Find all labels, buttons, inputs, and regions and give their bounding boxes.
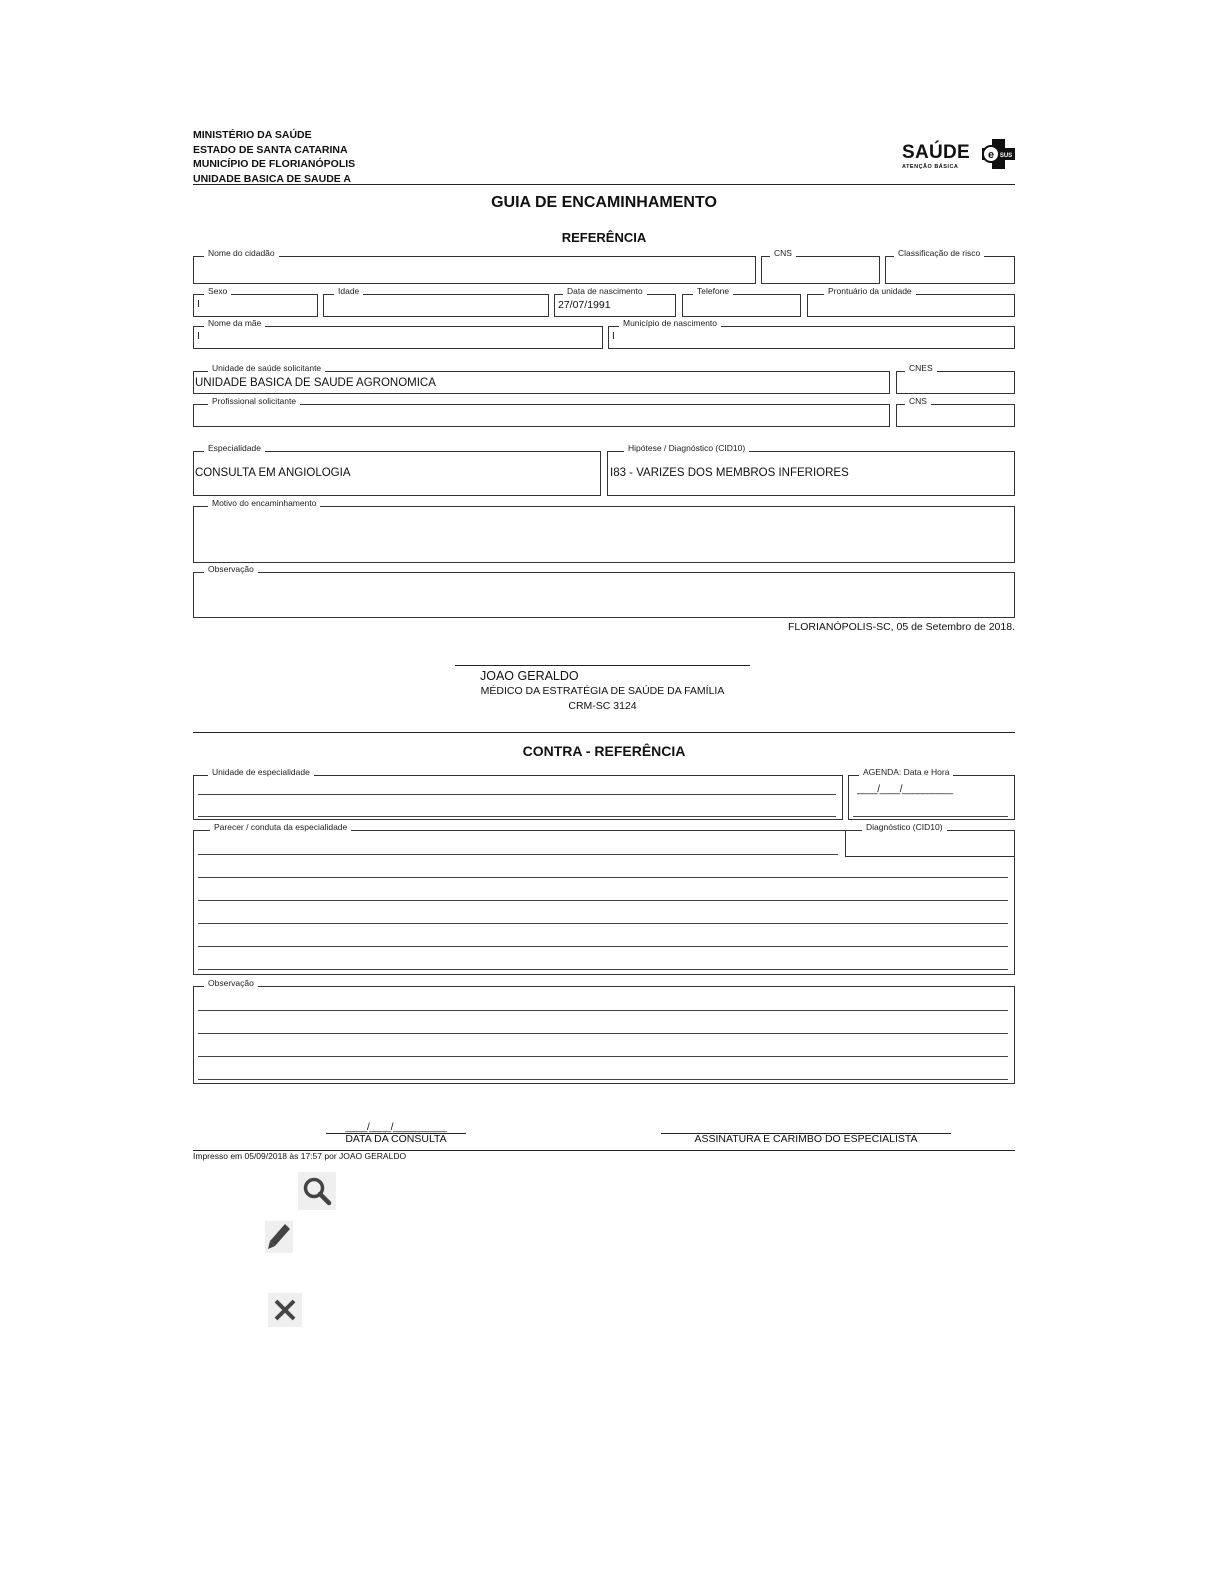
write-line: [198, 1056, 1008, 1057]
field-municipio-nascimento[interactable]: [608, 318, 1015, 349]
agenda-blank: ____/____/__________: [857, 784, 953, 795]
field-label: Nome da mãe: [204, 318, 265, 328]
logo-subtitle: ATENÇÃO BÁSICA: [902, 164, 959, 170]
medico-nome: JOAO GERALDO: [480, 669, 579, 683]
write-line: [853, 816, 1008, 817]
printed-info: Impresso em 05/09/2018 às 17:57 por JOAO GERALDO: [193, 1151, 407, 1161]
write-line: [198, 900, 1008, 901]
view-button[interactable]: [298, 1172, 336, 1210]
field-profissional-solicitante[interactable]: [193, 396, 890, 427]
field-cns-profissional[interactable]: [896, 396, 1015, 427]
field-label: CNES: [905, 363, 937, 373]
magnifier-icon: [302, 1176, 332, 1206]
write-line: [198, 923, 1008, 924]
field-label: Parecer / conduta da especialidade: [210, 822, 351, 832]
header-line: ESTADO DE SANTA CATARINA: [193, 143, 348, 156]
esus-cross-icon: [982, 139, 1015, 169]
logo-text: SAÚDE: [902, 142, 971, 163]
medico-cargo: MÉDICO DA ESTRATÉGIA DE SAÚDE DA FAMÍLIA: [480, 685, 725, 697]
data-consulta-blank: ____/____/__________: [345, 1121, 447, 1133]
field-label: Prontuário da unidade: [824, 286, 916, 296]
field-label: Profissional solicitante: [208, 396, 300, 406]
field-label: Unidade de especialidade: [208, 767, 314, 777]
write-line: [198, 854, 838, 855]
field-label: Diagnóstico (CID10): [862, 822, 947, 832]
field-cnes[interactable]: [896, 363, 1015, 394]
header-line: UNIDADE BASICA DE SAUDE A: [193, 172, 351, 185]
field-observacao-contra[interactable]: [193, 978, 1015, 1084]
field-label: Data de nascimento: [563, 286, 647, 296]
local-data: FLORIANÓPOLIS-SC, 05 de Setembro de 2018.: [787, 621, 1015, 633]
header-line: MINISTÉRIO DA SAÚDE: [193, 129, 312, 141]
field-unidade-solicitante[interactable]: [193, 363, 890, 394]
field-telefone[interactable]: [682, 286, 801, 317]
field-label: CNS: [905, 396, 931, 406]
signature-line: [455, 665, 750, 666]
field-label: Observação: [204, 564, 258, 574]
field-unidade-especialidade[interactable]: [193, 767, 843, 820]
field-idade[interactable]: [323, 286, 549, 317]
svg-text:e: e: [987, 149, 995, 161]
saude-esus-logo: [902, 139, 1017, 175]
field-label: Motivo do encaminhamento: [208, 498, 320, 508]
field-value: I: [612, 331, 615, 342]
section-title-referencia: REFERÊNCIA: [561, 230, 647, 245]
field-classificacao-risco[interactable]: [885, 248, 1015, 284]
field-value: 27/07/1991: [558, 299, 611, 311]
field-label: Observação: [204, 978, 258, 988]
field-label: Nome do cidadão: [204, 248, 279, 258]
field-label: Especialidade: [204, 443, 265, 453]
delete-button[interactable]: [268, 1293, 302, 1327]
field-value: I: [197, 331, 200, 342]
write-line: [198, 1033, 1008, 1034]
field-prontuario[interactable]: [807, 286, 1015, 317]
field-data-nascimento[interactable]: [554, 286, 676, 317]
header-institution: [193, 128, 355, 186]
write-line: [198, 946, 1008, 947]
pencil-icon: [266, 1222, 292, 1252]
field-value: CONSULTA EM ANGIOLOGIA: [195, 467, 351, 479]
data-consulta-label: DATA DA CONSULTA: [345, 1133, 447, 1145]
field-label: Classificação de risco: [894, 248, 984, 258]
write-line: [198, 1010, 1008, 1011]
section-divider: [193, 732, 1015, 733]
logo-badge: SUS: [999, 153, 1013, 159]
field-label: Município de nascimento: [619, 318, 721, 328]
field-agenda[interactable]: [848, 767, 1015, 820]
header-line: MUNICÍPIO DE FLORIANÓPOLIS: [193, 158, 356, 170]
field-label: Hipótese / Diagnóstico (CID10): [624, 443, 749, 453]
write-line: [198, 969, 1008, 970]
field-nome-mae[interactable]: [193, 318, 603, 349]
field-especialidade[interactable]: [193, 443, 601, 496]
field-label: Sexo: [204, 286, 231, 296]
edit-button[interactable]: [265, 1221, 293, 1253]
field-value: I: [197, 299, 200, 310]
field-observacao[interactable]: [193, 564, 1015, 618]
field-label: Unidade de saúde solicitante: [208, 363, 325, 373]
field-value: I83 - VARIZES DOS MEMBROS INFERIORES: [610, 467, 849, 479]
field-label: AGENDA: Data e Hora: [859, 767, 953, 777]
section-title-contra-referencia: CONTRA - REFERÊNCIA: [522, 743, 686, 759]
field-diagnostico-cid10[interactable]: [845, 822, 1015, 857]
field-label: Idade: [334, 286, 363, 296]
field-sexo[interactable]: [193, 286, 318, 317]
write-line: [198, 877, 1008, 878]
field-nome-cidadao[interactable]: [193, 248, 756, 284]
field-motivo-encaminhamento[interactable]: [193, 498, 1015, 563]
document-title: GUIA DE ENCAMINHAMENTO: [491, 194, 717, 211]
field-hipotese-diagnostico[interactable]: [607, 443, 1015, 496]
header-divider: [193, 184, 1015, 185]
field-label: CNS: [770, 248, 796, 258]
medico-crm: CRM-SC 3124: [568, 700, 637, 712]
assinatura-label: ASSINATURA E CARIMBO DO ESPECIALISTA: [694, 1133, 918, 1145]
write-line: [198, 794, 836, 795]
field-value: UNIDADE BASICA DE SAUDE AGRONOMICA: [195, 377, 436, 389]
field-cns[interactable]: [761, 248, 880, 284]
close-icon: [272, 1297, 298, 1323]
write-line: [198, 1079, 1008, 1080]
write-line: [198, 816, 836, 817]
field-label: Telefone: [693, 286, 733, 296]
